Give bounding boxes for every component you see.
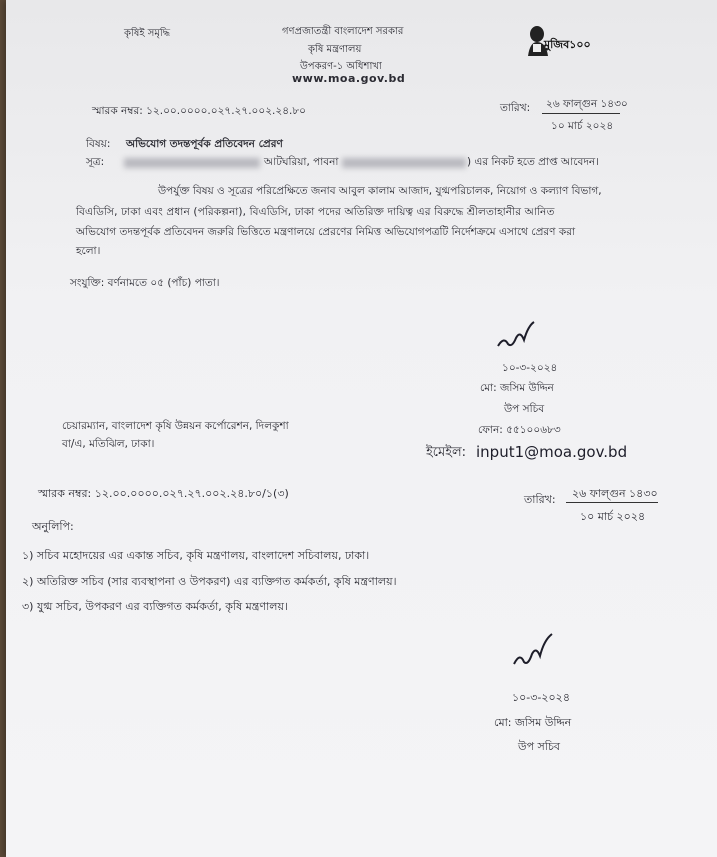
copy-item: ২) অতিরিক্ত সচিব (সার ব্যবস্থাপনা ও উপকরণ) এর ব্যক্তিগত কর্মকর্তা, কৃষি মন্ত্রণালয়। <box>22 575 397 588</box>
attachment-note: সংযুক্তি: বর্ণনামতে ০৫ (পাঁচ) পাতা। <box>70 277 220 289</box>
memo2-date-label: তারিখ: <box>524 493 556 506</box>
reference-text: আটঘরিয়া, পাবনা <box>264 156 339 168</box>
reference-label: সূত্র: <box>86 156 105 168</box>
signatory-designation: উপ সচিব <box>504 403 545 415</box>
date-divider <box>566 502 658 503</box>
body-line-3: অভিযোগ তদন্তপূর্বক প্রতিবেদন জরুরি ভিত্তিতে মন্ত্রণালয়ে প্রেরণের নিমিত্ত অভিযোগপত্রটি নির্দেশক্রমে এসাথে প্রেরণ করা <box>76 226 576 238</box>
signature-date: ১০-৩-২০২৪ <box>502 362 558 374</box>
reference-text-end: ) এর নিকট হতে প্রাপ্ত আবেদন। <box>467 156 599 168</box>
copy-item: ১) সচিব মহোদয়ের এর একান্ত সচিব, কৃষি মন্ত্রণালয়, বাংলাদেশ সচিবালয়, ঢাকা। <box>22 549 370 562</box>
recipient-line-1: চেয়ারম্যান, বাংলাদেশ কৃষি উন্নয়ন কর্পোরেশন, দিলকুশা <box>62 420 289 432</box>
memo-number: স্মারক নম্বর: ১২.০০.০০০০.০২৭.২৭.০০২.২৪.৮০ <box>92 105 306 117</box>
memo2-date-english: ১০ মার্চ ২০২৪ <box>580 510 646 523</box>
redacted-block <box>124 158 260 168</box>
memo-date-english: ১০ মার্চ ২০২৪ <box>551 120 614 132</box>
signatory-name: মো: জসিম উদ্দিন <box>480 382 554 394</box>
date-divider <box>542 113 620 114</box>
ministry-name: কৃষি মন্ত্রণালয় <box>308 44 362 55</box>
email-label: ইমেইল: <box>426 445 467 460</box>
body-line-1: উপর্যুক্ত বিষয় ও সূত্রের পরিপ্রেক্ষিতে জনাব আবুল কালাম আজাদ, যুগ্মপরিচালক, নিয়োগ ও কল্যাণ বিভাগ, <box>158 185 602 197</box>
memo2-date-bangla: ২৬ ফাল্গুন ১৪৩০ <box>572 487 658 500</box>
body-line-4: হলো। <box>76 245 101 257</box>
copies-heading: অনুলিপি: <box>32 520 74 533</box>
signatory-phone: ফোন: ৫৫১০০৬৮৩ <box>478 424 561 436</box>
signatory2-name: মো: জসিম উদ্দিন <box>494 716 572 729</box>
signatory-email: input1@moa.gov.bd <box>476 443 628 461</box>
branch-name: উপকরণ-১ অধিশাখা <box>300 61 382 72</box>
recipient-line-2: বা/এ, মতিঝিল, ঢাকা। <box>62 438 155 450</box>
signature-scribble <box>510 632 560 672</box>
subject-label: বিষয়: <box>86 138 111 150</box>
copy-item: ৩) যুগ্ম সচিব, উপকরণ এর ব্যক্তিগত কর্মকর্তা, কৃষি মন্ত্রণালয়। <box>22 600 288 613</box>
memo2-number: স্মারক নম্বর: ১২.০০.০০০০.০২৭.২৭.০০২.২৪.৮০/১(৩) <box>38 487 289 500</box>
mujib100-logo <box>524 22 591 60</box>
website-link: www.moa.gov.bd <box>292 72 406 85</box>
signature-scribble <box>494 318 544 354</box>
signature2-date: ১০-৩-২০২৪ <box>512 691 570 704</box>
subject-text: অভিযোগ তদন্তপূর্বক প্রতিবেদন প্রেরণ <box>126 138 283 150</box>
memo-date-bangla: ২৬ ফাল্গুন ১৪৩০ <box>546 98 628 110</box>
govt-title: গণপ্রজাতন্ত্রী বাংলাদেশ সরকার <box>282 26 404 37</box>
letter-page <box>6 0 717 857</box>
logo-text: মুজিব১০০ <box>544 38 591 51</box>
redacted-block <box>342 158 466 168</box>
memo-date-label: তারিখ: <box>500 102 531 114</box>
signatory2-designation: উপ সচিব <box>518 740 561 753</box>
motto: কৃষিই সমৃদ্ধি <box>124 28 171 39</box>
body-line-2: বিএডিসি, ঢাকা এবং প্রধান (পরিকল্পনা), বিএডিসি, ঢাকা পদের অতিরিক্ত দায়িত্ব এর বিরুদ্ধে শ্রীলতাহানীর আনিত <box>76 206 555 218</box>
